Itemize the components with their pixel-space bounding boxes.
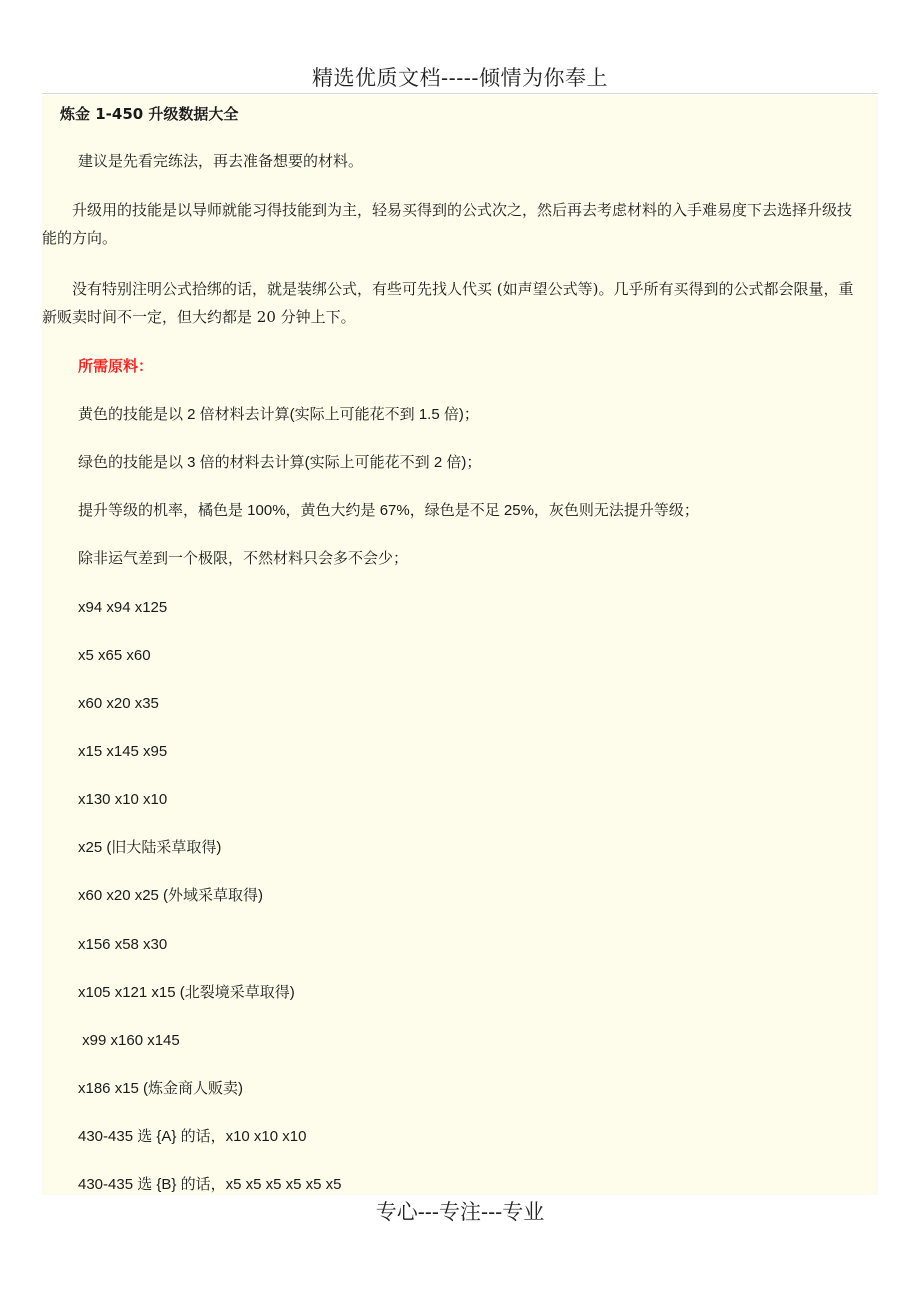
- paragraph-1: 建议是先看完练法，再去准备想要的材料。: [78, 152, 364, 170]
- note-3: 提升等级的机率，橘色是 100%，黄色大约是 67%，绿色是不足 25%，灰色则无法提升等级；: [78, 502, 699, 519]
- material-line: x60 x20 x35: [78, 695, 159, 712]
- material-line: x5 x65 x60: [78, 647, 151, 664]
- material-line: x94 x94 x125: [78, 599, 168, 616]
- material-line: 430-435 选 {A} 的话，x10 x10 x10: [78, 1128, 307, 1145]
- material-line: x25 (旧大陆采草取得): [78, 839, 222, 856]
- material-line: x15 x145 x95: [78, 743, 168, 760]
- material-line: x156 x58 x30: [78, 936, 168, 953]
- note-4: 除非运气差到一个极限，不然材料只会多不会少；: [78, 550, 409, 567]
- material-line: x186 x15 (炼金商人贩卖): [78, 1080, 244, 1097]
- document-body: [42, 95, 878, 1195]
- page-footer: 专心---专注---专业: [375, 1200, 545, 1224]
- note-1: 黄色的技能是以 2 倍材料去计算(实际上可能花不到 1.5 倍)；: [78, 406, 479, 423]
- paragraph-2: 升级用的技能是以导师就能习得技能到为主，轻易买得到的公式次之，然后再去考虑材料的入手难易度下去选择升级技能的方向。: [42, 201, 853, 247]
- material-line: x99 x160 x145: [78, 1032, 180, 1049]
- material-line: x105 x121 x15 (北裂境采草取得): [78, 984, 295, 1001]
- page-header: 精选优质文档-----倾情为你奉上: [312, 66, 608, 90]
- note-2: 绿色的技能是以 3 倍的材料去计算(实际上可能花不到 2 倍)；: [78, 454, 482, 471]
- header-divider: [42, 93, 878, 94]
- material-line: x60 x20 x25 (外域采草取得): [78, 887, 264, 904]
- material-line: x130 x10 x10: [78, 791, 168, 808]
- material-line: 430-435 选 {B} 的话，x5 x5 x5 x5 x5 x5: [78, 1176, 342, 1193]
- paragraph-3: 没有特别注明公式拾绑的话，就是装绑公式，有些可先找人代买 (如声望公式等)。几乎所有买得到的公式都会限量，重新贩卖时间不一定，但大约都是 20 分钟上下。: [42, 280, 854, 326]
- section-label: 所需原料：: [78, 357, 154, 375]
- document-title: 炼金 1-450 升级数据大全: [60, 105, 239, 123]
